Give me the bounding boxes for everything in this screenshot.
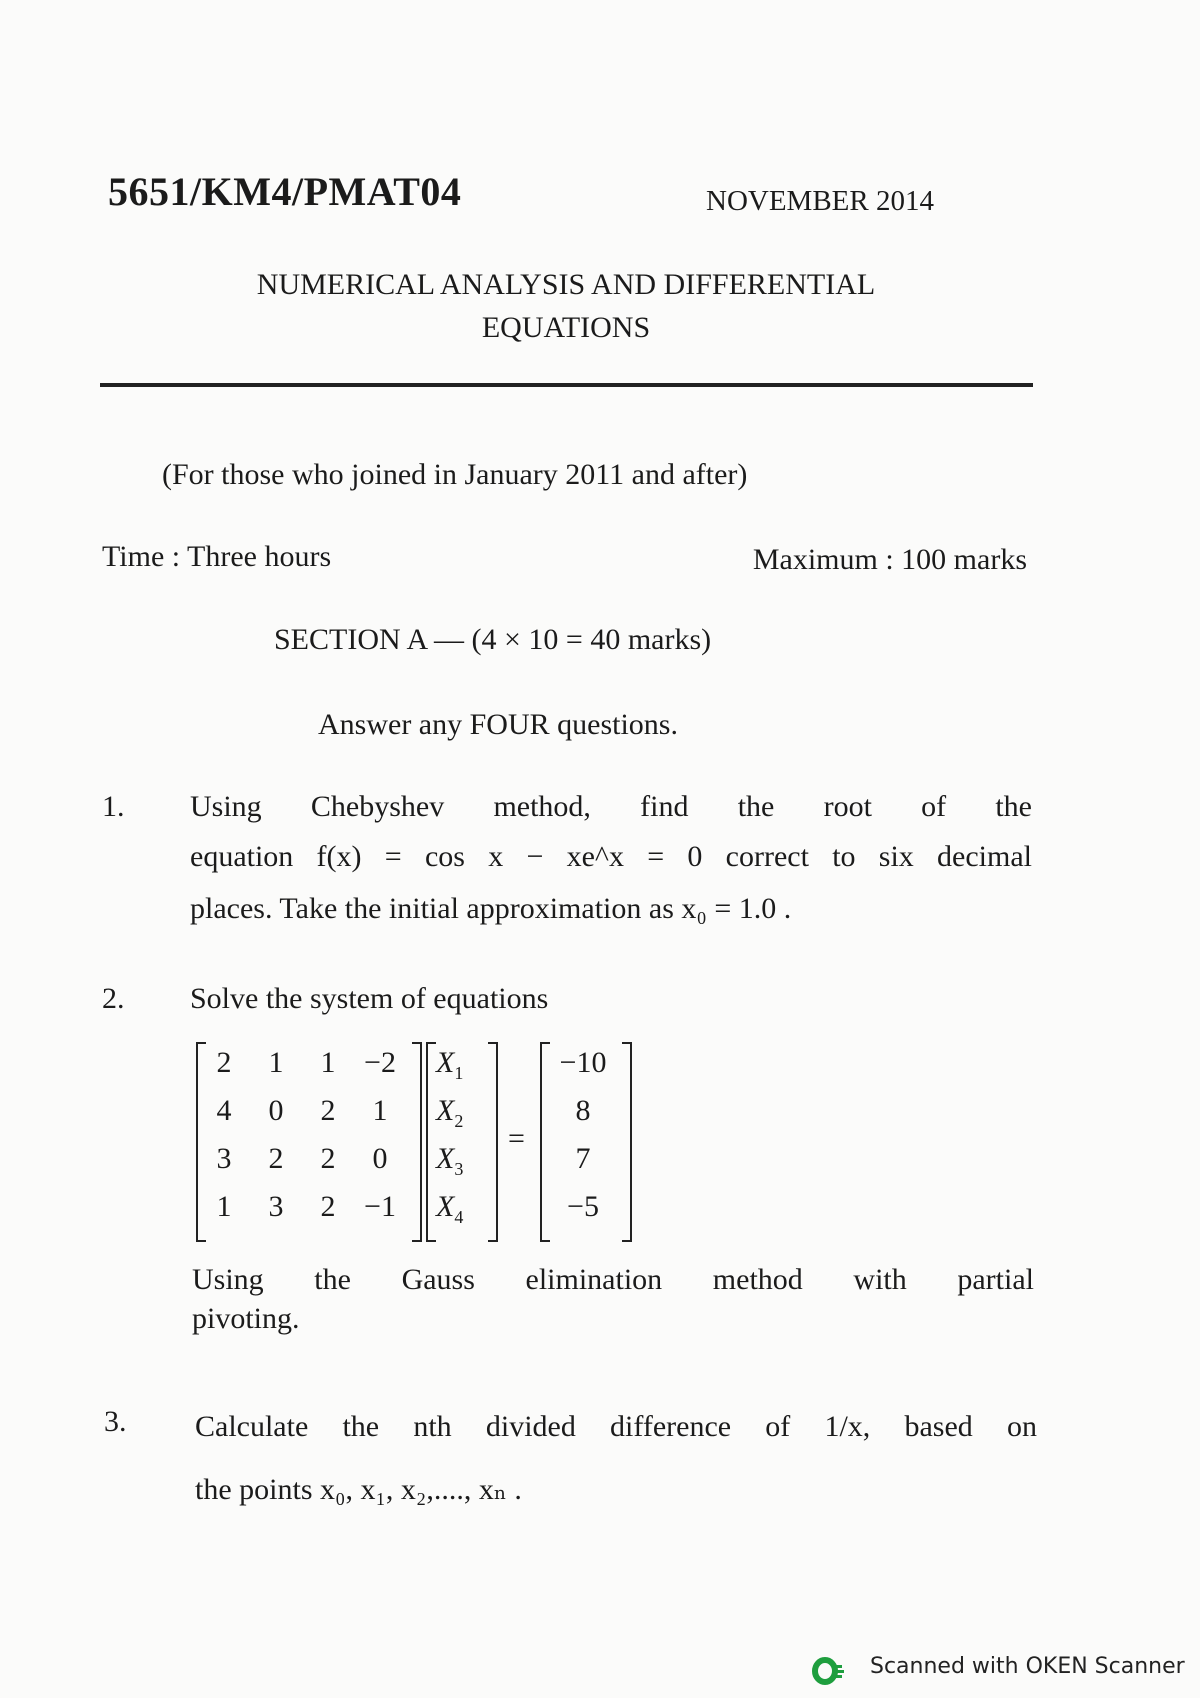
- matrix-cell: 0: [268, 1094, 284, 1127]
- matrix-cell: 2: [320, 1094, 336, 1127]
- question-1-line: Using Chebyshev method, find the root of the: [190, 790, 1032, 823]
- section-heading: SECTION A — (4 × 10 = 40 marks): [274, 623, 712, 656]
- variable: $X_2$: [436, 1094, 464, 1131]
- question-2-line: pivoting.: [192, 1302, 300, 1335]
- eligibility: (For those who joined in January 2011 and after): [162, 458, 748, 491]
- oken-logo-icon: [812, 1656, 846, 1686]
- matrix-cell: 0: [372, 1142, 388, 1175]
- coefficient-matrix: [196, 1042, 422, 1238]
- matrix-cell: −2: [364, 1046, 396, 1079]
- title-line-2: EQUATIONS: [481, 311, 651, 344]
- rhs-cell: 7: [575, 1142, 591, 1175]
- divider: [100, 383, 1033, 387]
- variable: $X_4$: [436, 1190, 464, 1227]
- equals-sign: =: [508, 1122, 525, 1155]
- question-2-intro: Solve the system of equations: [190, 982, 549, 1015]
- variable: $X_1$: [436, 1046, 464, 1083]
- question-number: 1.: [102, 790, 125, 823]
- matrix-cell: 1: [372, 1094, 388, 1127]
- matrix-cell: 2: [320, 1190, 336, 1223]
- variable: $X_3$: [436, 1142, 464, 1179]
- rhs-cell: −10: [559, 1046, 607, 1079]
- matrix-cell: 3: [216, 1142, 232, 1175]
- matrix-cell: 4: [216, 1094, 232, 1127]
- variable-vector: [432, 1042, 496, 1238]
- title-line-1: NUMERICAL ANALYSIS AND DIFFERENTIAL: [256, 268, 876, 301]
- time: Time : Three hours: [102, 540, 332, 573]
- rhs-vector: [540, 1042, 632, 1238]
- question-1-line: equation f(x) = cos x − xe^x = 0 correct to six decimal: [190, 840, 1032, 873]
- maximum-marks: Maximum : 100 marks: [752, 543, 1027, 576]
- rhs-cell: 8: [575, 1094, 591, 1127]
- scanner-watermark: Scanned with OKEN Scanner: [870, 1654, 1185, 1679]
- matrix-cell: −1: [364, 1190, 396, 1223]
- rhs-cell: −5: [567, 1190, 599, 1223]
- question-3-line: Calculate the nth divided difference of 1/x, based on: [195, 1410, 1037, 1443]
- question-1-line: places. Take the initial approximation as x₀ = 1.0 .: [190, 892, 792, 925]
- question-2-line: Using the Gauss elimination method with partial: [192, 1263, 1034, 1296]
- matrix-cell: 1: [268, 1046, 284, 1079]
- matrix-cell: 3: [268, 1190, 284, 1223]
- question-3-line: the points x₀, x₁, x₂,...., xₙ .: [195, 1473, 522, 1506]
- matrix-cell: 2: [320, 1142, 336, 1175]
- instruction: Answer any FOUR questions.: [318, 708, 678, 741]
- question-number: 2.: [102, 982, 125, 1015]
- matrix-cell: 2: [216, 1046, 232, 1079]
- matrix-cell: 2: [268, 1142, 284, 1175]
- exam-date: NOVEMBER 2014: [706, 185, 934, 217]
- paper-code: 5651/KM4/PMAT04: [108, 169, 462, 214]
- matrix-cell: 1: [216, 1190, 232, 1223]
- matrix-cell: 1: [320, 1046, 336, 1079]
- question-number: 3.: [104, 1405, 127, 1438]
